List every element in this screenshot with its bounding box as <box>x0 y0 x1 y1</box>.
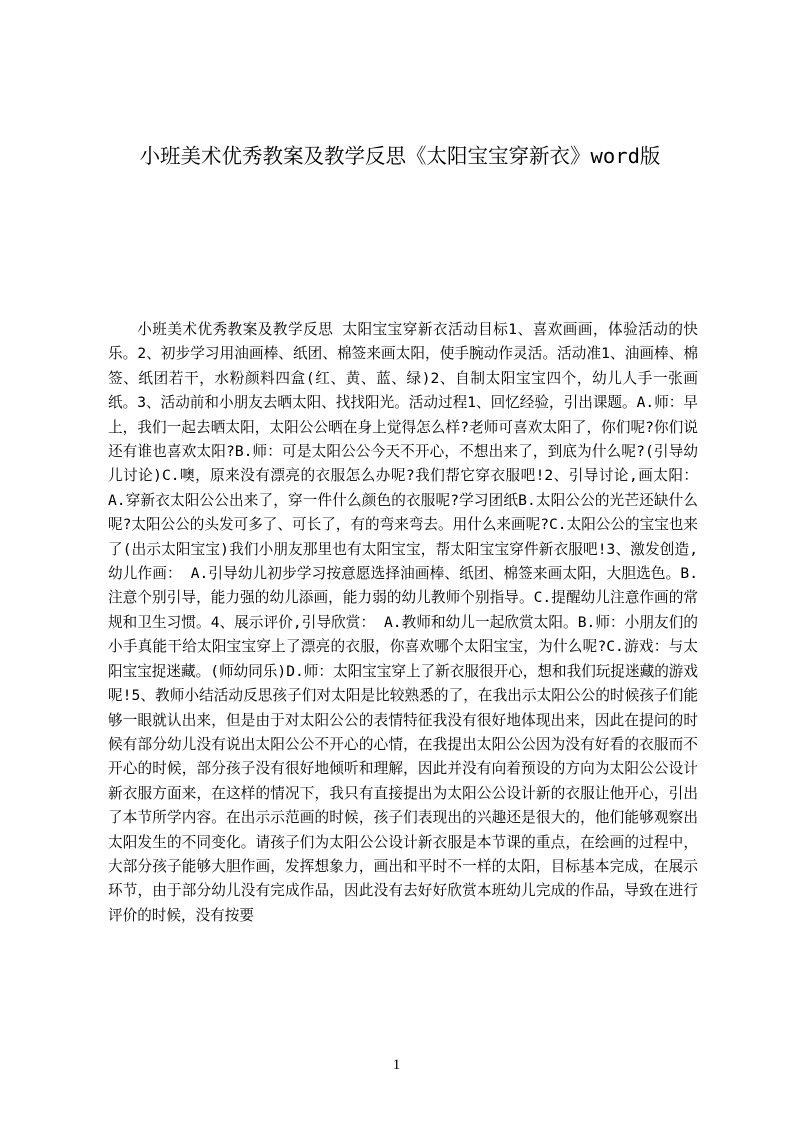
page-number: 1 <box>392 1057 401 1073</box>
document-body-paragraph: 小班美术优秀教案及教学反思 太阳宝宝穿新衣活动目标1、喜欢画画，体验活动的快乐。2、初步学习用油画棒、纸团、棉签来画太阳，使手腕动作灵活。活动准1、油画棒、棉签、纸团若干，水粉颜料四盒(红、黄、蓝、绿)2、自制太阳宝宝四个，幼儿人手一张画纸。3、活动前和小朋友去晒太阳、找找阳光。活动过程1、回忆经验，引出课题。A.师：早上，我们一起去晒太阳，太阳公公晒在身上觉得怎么样?老师可喜欢太阳了，你们呢?你们说还有谁也喜欢太阳?B.师：可是太阳公公今天不开心，不想出来了，到底为什么呢?(引导幼儿讨论)C.噢，原来没有漂亮的衣服怎么办呢?我们帮它穿衣服吧!2、引导讨论,画太阳： A.穿新衣太阳公公出来了，穿一件什么颜色的衣服呢?学习团纸B.太阳公公的光芒还缺什么呢?太阳公公的头发可多了、可长了，有的弯来弯去。用什么来画呢?C.太阳公公的宝宝也来了(出示太阳宝宝)我们小朋友那里也有太阳宝宝，帮太阳宝宝穿件新衣服吧!3、激发创造,幼儿作画： A.引导幼儿初步学习按意愿选择油画棒、纸团、棉签来画太阳，大胆选色。B.注意个别引导，能力强的幼儿添画，能力弱的幼儿教师个别指导。C.提醒幼儿注意作画的常规和卫生习惯。4、展示评价,引导欣赏： A.教师和幼儿一起欣赏太阳。B.师：小朋友们的小手真能干给太阳宝宝穿上了漂亮的衣服，你喜欢哪个太阳宝宝，为什么呢?C.游戏：与太阳宝宝捉迷藏。(师幼同乐)D.师：太阳宝宝穿上了新衣服很开心，想和我们玩捉迷藏的游戏呢!5、教师小结活动反思孩子们对太阳是比较熟悉的了，在我出示太阳公公的时候孩子们能够一眼就认出来，但是由于对太阳公公的表情特征我没有很好地体现出来，因此在提问的时候有部分幼儿没有说出太阳公公不开心的心情，在我提出太阳公公因为没有好看的衣服而不开心的时候，部分孩子没有很好地倾听和理解，因此并没有向着预设的方向为太阳公公设计新衣服方面来，在这样的情况下，我只有直接提出为太阳公公设计新的衣服让他开心，引出了本节所学内容。在出示示范画的时候，孩子们表现出的兴趣还是很大的，他们能够观察出太阳发生的不同变化。请孩子们为太阳公公设计新衣服是本节课的重点，在绘画的过程中，大部分孩子能够大胆作画，发挥想象力，画出和平时不一样的太阳，目标基本完成，在展示环节，由于部分幼儿没有完成作品，因此没有去好好欣赏本班幼儿完成的作品，导致在进行评价的时候，没有按要 <box>108 321 698 924</box>
document-title: 小班美术优秀教案及教学反思《太阳宝宝穿新衣》word版 <box>139 144 661 168</box>
